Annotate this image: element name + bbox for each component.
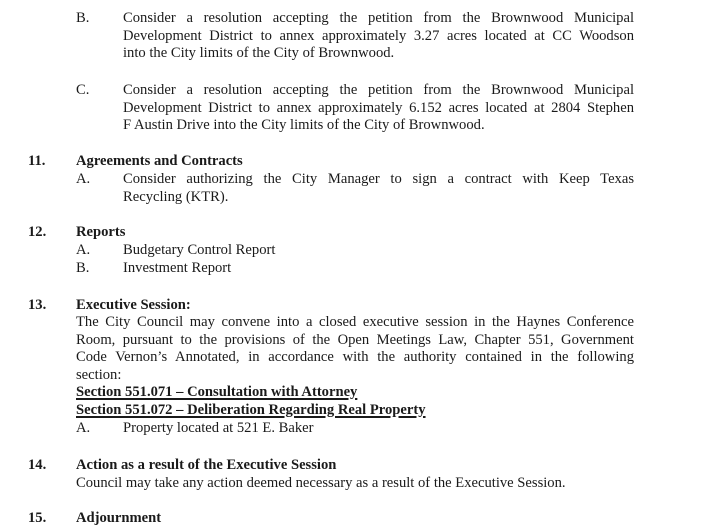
section-ref-551-071: Section 551.071 – Consultation with Attorney xyxy=(76,384,358,400)
section-number: 12. xyxy=(28,224,47,240)
section-heading: Action as a result of the Executive Session xyxy=(76,457,337,473)
report-item-budgetary: Budgetary Control Report xyxy=(123,242,276,258)
section-paragraph: The City Council may convene into a closed executive session in the Haynes Conference Room, pursuant to the provisions of the Open Meetings Law, Chapter 551, Government Code Vernon’s Annotated, in accordance with the authority contained in the following section: xyxy=(76,314,634,383)
section-heading: Reports xyxy=(76,224,126,240)
section-heading: Agreements and Contracts xyxy=(76,153,243,169)
item-letter: A. xyxy=(76,171,91,187)
item-letter: C. xyxy=(76,82,90,98)
item-text: Consider a resolution accepting the petition from the Brownwood Municipal Development District to annex approximately 3.27 acres located at CC Woodson into the City limits of the City of Brownwood. xyxy=(123,10,634,61)
section-number: 15. xyxy=(28,510,47,526)
item-text: Consider authorizing the City Manager to sign a contract with Keep Texas Recycling (KTR). xyxy=(123,171,634,205)
section-number: 14. xyxy=(28,457,47,473)
report-item-investment: Investment Report xyxy=(123,260,232,276)
item-letter: B. xyxy=(76,260,90,276)
section-number: 13. xyxy=(28,297,47,313)
section-ref-551-072: Section 551.072 – Deliberation Regarding Real Property xyxy=(76,402,426,418)
section-number: 11. xyxy=(28,153,46,169)
section-heading: Adjournment xyxy=(76,510,162,526)
item-letter: A. xyxy=(76,242,91,258)
section-text: Council may take any action deemed necessary as a result of the Executive Session. xyxy=(76,475,566,491)
item-text: Consider a resolution accepting the petition from the Brownwood Municipal Development District to annex approximately 6.152 acres located at 2804 Stephen F Austin Drive into the City limits of the City of Brownwood. xyxy=(123,82,634,133)
section-heading: Executive Session: xyxy=(76,297,191,313)
item-letter: A. xyxy=(76,420,91,436)
property-item: Property located at 521 E. Baker xyxy=(123,420,314,436)
item-letter: B. xyxy=(76,10,90,26)
